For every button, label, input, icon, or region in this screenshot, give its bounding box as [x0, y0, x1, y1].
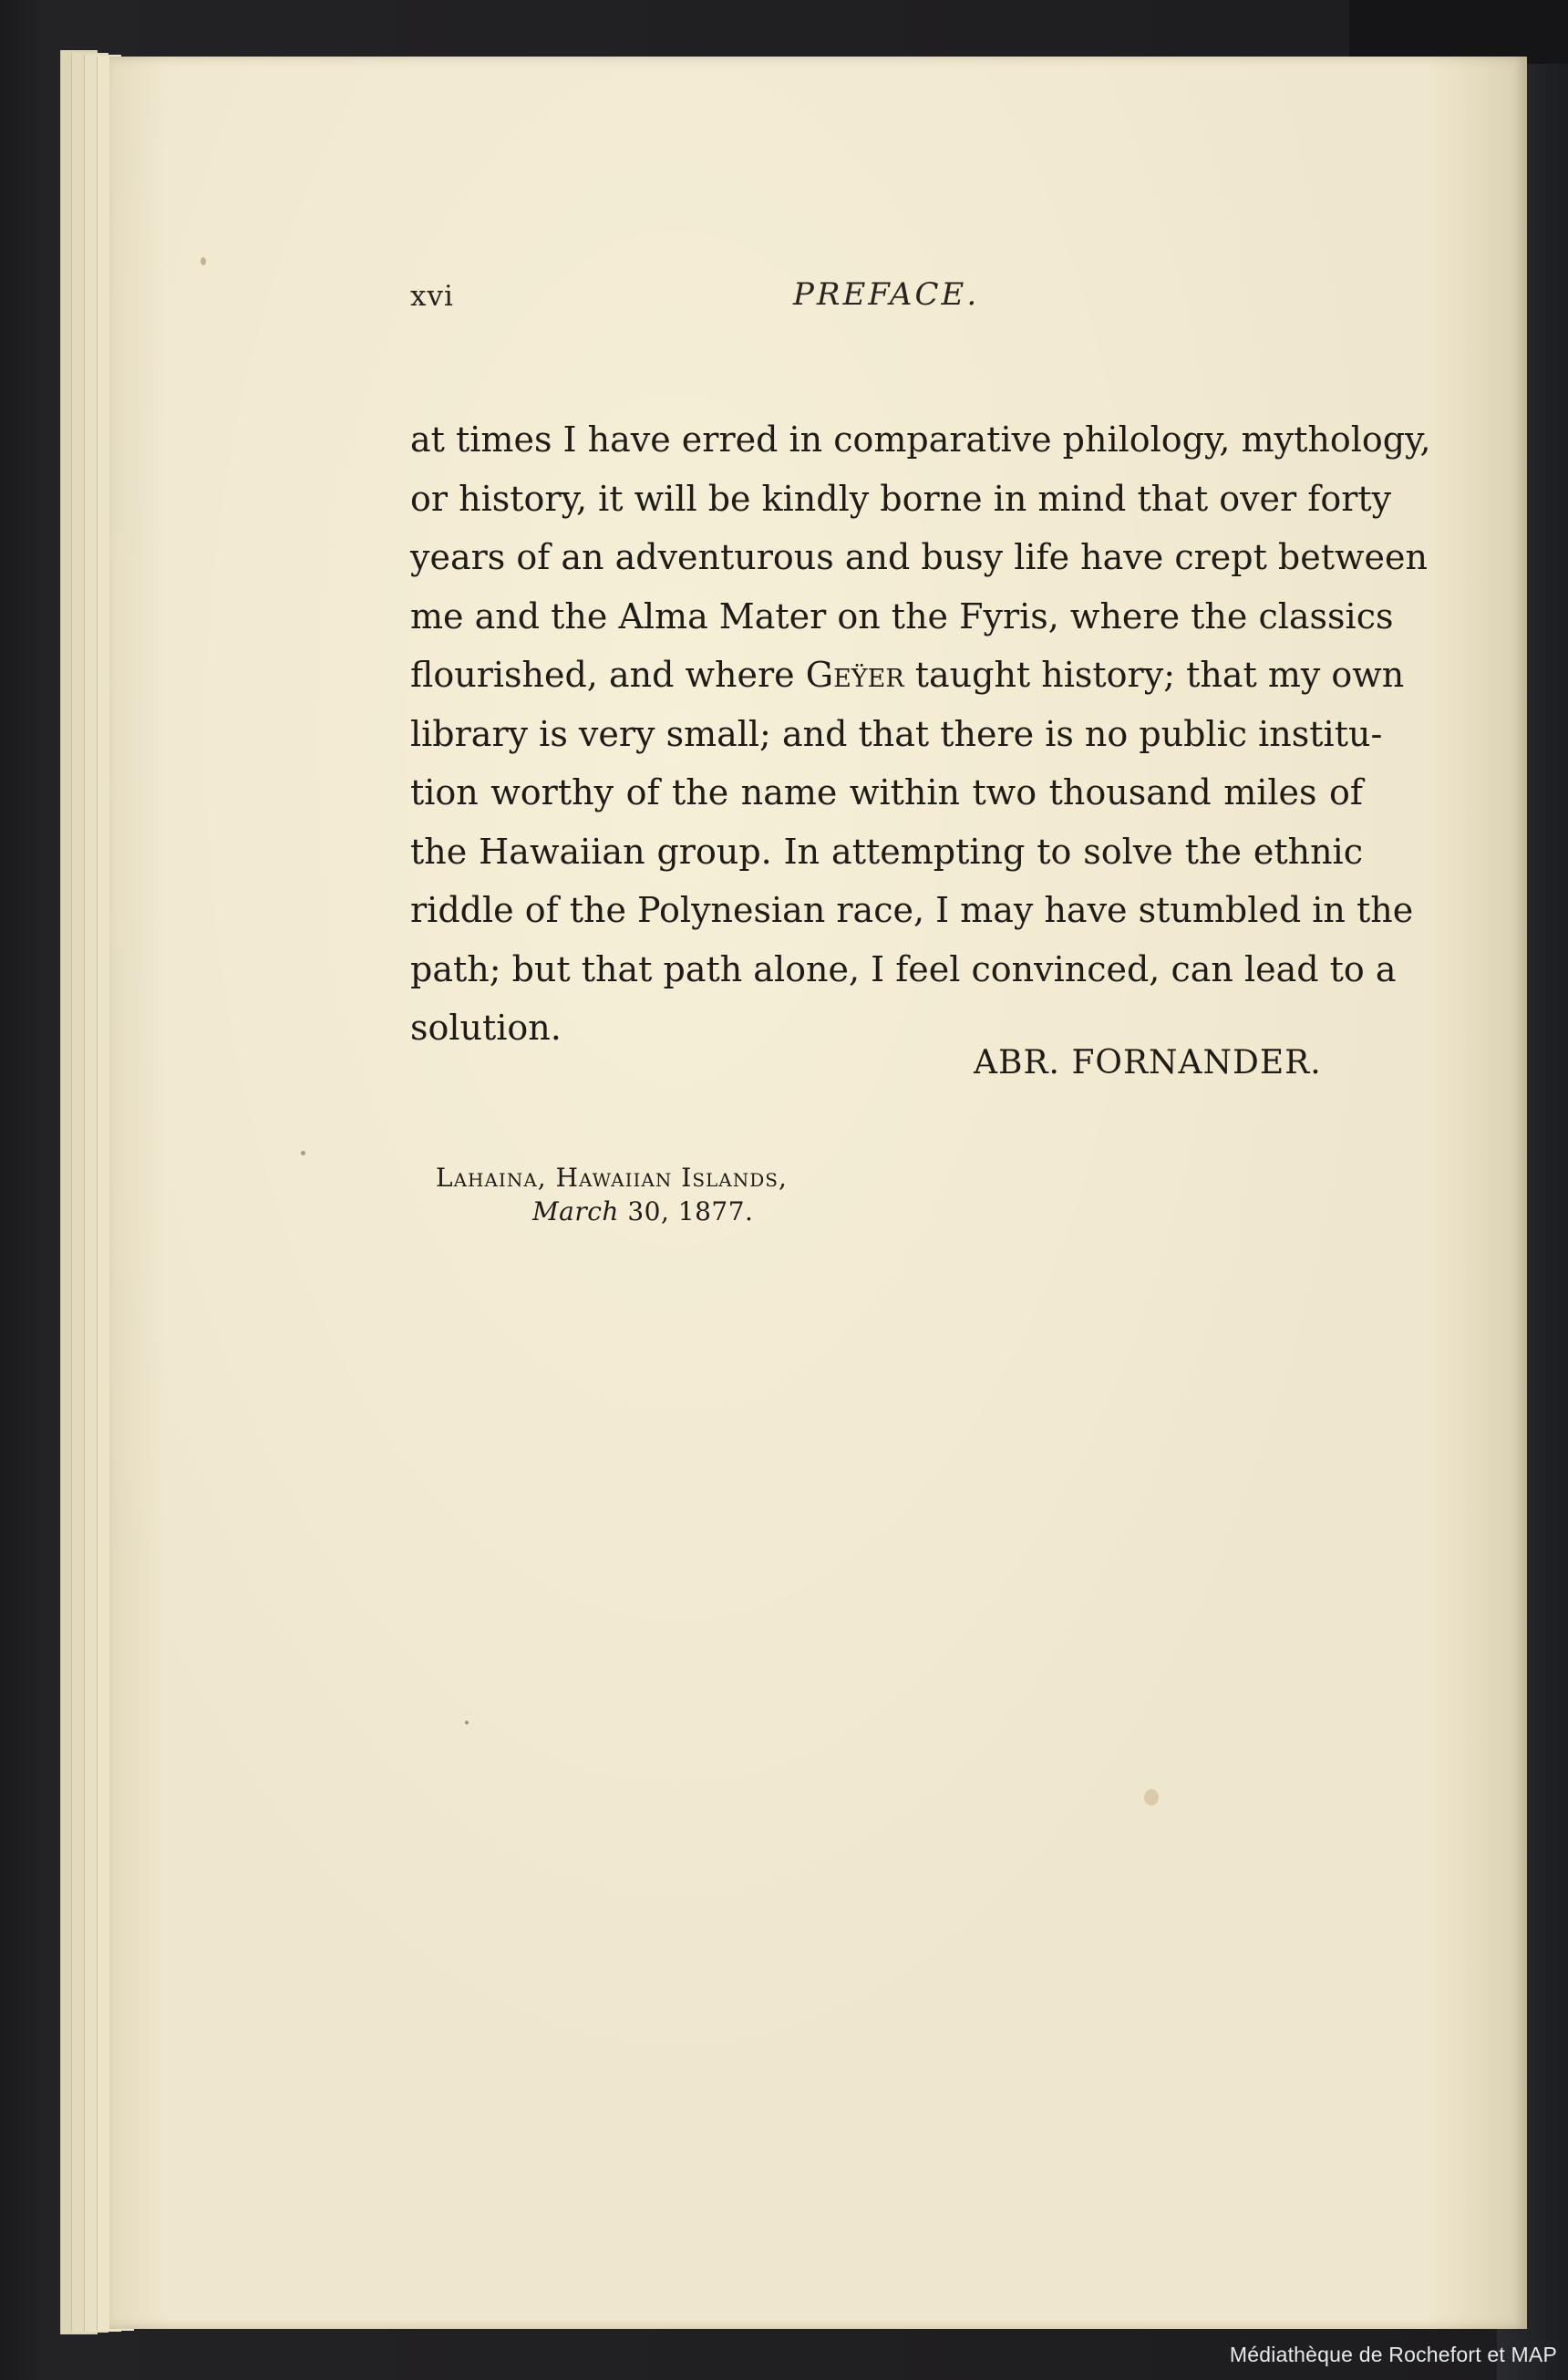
text-line: path; but that path alone, I feel convinced, can lead to a [410, 948, 1397, 989]
text-line: tion worthy of the name within two thousand miles of [410, 772, 1363, 812]
paper-speck [465, 1721, 469, 1724]
book-page [109, 57, 1527, 2329]
running-head [109, 276, 1527, 326]
running-title: PREFACE. [793, 276, 980, 313]
dateline-day-year: 30, 1877. [618, 1196, 754, 1226]
paper-stain [1144, 1789, 1159, 1806]
page-number: xvi [410, 280, 454, 313]
text-line-start: flourished, and where [410, 655, 806, 695]
dateline-place: Lahaina, Hawaiian Islands, [436, 1163, 788, 1193]
text-line: the Hawaiian group. In attempting to solve the ethnic [410, 831, 1363, 872]
author-name-geyer: Geÿer [805, 655, 904, 695]
text-line: years of an adventurous and busy life have crept between [410, 537, 1428, 577]
text-line: me and the Alma Mater on the Fyris, where the classics [410, 595, 1394, 636]
preface-text [410, 410, 1431, 1058]
text-line-end: taught history; that my own [903, 655, 1405, 695]
text-line: riddle of the Polynesian race, I may have stumbled in the [410, 890, 1414, 930]
author-signature: ABR. FORNANDER. [974, 1044, 1322, 1081]
text-line: or history, it will be kindly borne in mind that over forty [410, 478, 1392, 519]
dateline-month: March [532, 1196, 619, 1226]
library-watermark: Médiathèque de Rochefort et MAP [1229, 2343, 1557, 2366]
paper-speck [201, 257, 206, 265]
text-line: solution. [410, 1008, 562, 1048]
book-spine-corner [1349, 0, 1568, 64]
text-line: at times I have erred in comparative philology, mythology, [410, 419, 1431, 460]
text-line: library is very small; and that there is no public institu- [410, 713, 1383, 754]
dateline-date [532, 1196, 753, 1226]
paper-speck [301, 1151, 305, 1155]
text-line [410, 646, 1405, 705]
